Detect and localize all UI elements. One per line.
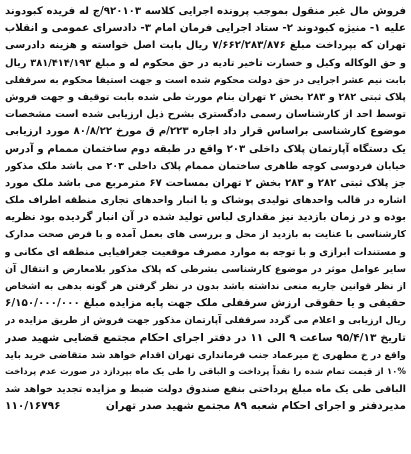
notice-line: الباقی طی یک ماه مبلغ پرداختی بنفع صندوق دولت ضبط و مزایده تجدید خواهد شد <box>5 384 406 396</box>
signature-line <box>5 398 406 415</box>
notice-line: اشاره در قالب واحدهای تولیدی پوشاک و یا انبار واحدهای تجاری منطقه اطراف ملک <box>5 195 406 207</box>
notice-line: واقع در خ مطهری خ میرعماد جنب فرمانداری تهران اقدام خواهد شد متقاضی خرید باید <box>5 349 406 361</box>
notice-line: تاریخ ۹۵/۴/۱۳ ساعت ۹ الی ۱۱ در دفتر اجرای احکام مجتمع قضایی شهید صدر <box>5 331 406 344</box>
notice-line: ۱۰% از قیمت تمام شده را نقداً پرداخت و الباقی را طی یک ماه بپردازد در صورت عدم پرداخت <box>5 366 406 377</box>
notice-line: بوده و در زمان بازدید نیز مقداری لباس تولید شده در آن انبار گردیده بود نظریه <box>5 211 406 224</box>
notice-line: و مستندات ابرازی و با توجه به موارد مصرف موقعیت جغرافیایی منطقه ای مکانی و <box>5 246 406 258</box>
notice-line: از نظر قوانین جاریه منعی نداشته باشد بدون در نظر گرفتن هر گونه بدهی به اشخاص <box>5 281 406 292</box>
notice-line: فروش مال غیر منقول بموجب پرونده اجرایی کلاسه ۹۲۰۱۰۳/ج له فریده کبودوند <box>5 6 406 17</box>
notice-line: یک دستگاه آپارتمان پلاک داخلی ۲۰۳ واقع در طبقه دوم ساختمان مممام و آدرس <box>5 143 406 155</box>
notice-line: علیه ۱- منیژه کبودوند ۲- ستاد اجرایی فرمان امام ۳- دادسرای عمومی و انقلاب <box>5 22 406 35</box>
notice-line: توسط احد از کارشناسان رسمی دادگستری بشرح ذیل ارزیابی شده است مشخصات <box>5 109 406 121</box>
notice-line: خیابان فردوسی کوچه طاهری ساختمان مممام پلاک داخلی ۲۰۳ می باشد ملک مذکور <box>5 160 406 172</box>
reference-number: ۱۱۰/۱۶۷۹۶ <box>5 400 61 413</box>
notice-line: بابت نیم عشر اجرایی در حق دولت محکوم شده است و جهت استیفا محکوم به سرقفلی <box>5 74 406 86</box>
signature-text: مدیردفتر و اجرای احکام شعبه ۸۹ مجتمع شهید صدر تهران <box>105 400 406 413</box>
notice-line: تهران که بپرداخت مبلغ ۷/۶۶۲/۲۸۳/۸۷۶ ریال بابت اصل خواسته و هزینه دادرسی <box>5 40 406 52</box>
notice-line: کارشناسی با عنایت به بازدید از محل و بررسی های بعمل آمده و با فرض صحت مدارک <box>5 229 406 241</box>
notice-line: سایر عوامل موثر در موضوع کارشناسی بشرطی که پلاک مذکور بلامعارض و انتقال آن <box>5 263 406 275</box>
notice-line: جز پلاک ثبتی ۲۸۲ و ۲۸۳ بخش ۲ تهران بمساحت ۶۷ مترمربع می باشد ملک مورد <box>5 177 406 189</box>
notice-line: حقیقی و یا حقوقی ارزش سرقفلی ملک جهت پایه مزایده مبلغ ۶/۱۵۰/۰۰۰/۰۰۰ <box>5 297 406 310</box>
notice-line: پلاک ثبتی ۲۸۲ و ۲۸۳ بخش ۲ تهران بنام مورث طی شده بابت توقیف و جهت فروش <box>5 91 406 103</box>
notice-line: ریال ارزیابی و اعلام می گردد سرقفلی آپارتمان مذکور جهت فروش از طریق مزایده در <box>5 315 406 327</box>
notice-line: موضوع کارشناسی براساس قرار داد اجاره ۲۲۳/م ق مورخ ۸۰/۸/۲۲ مورد ارزیابی <box>5 126 406 138</box>
notice-line: و حق الوکاله وکیل و خسارت تاخیر تادیه در حق محکوم له و مبلغ ۳۸۱/۴۱۴/۱۹۳ ریال <box>5 57 406 69</box>
